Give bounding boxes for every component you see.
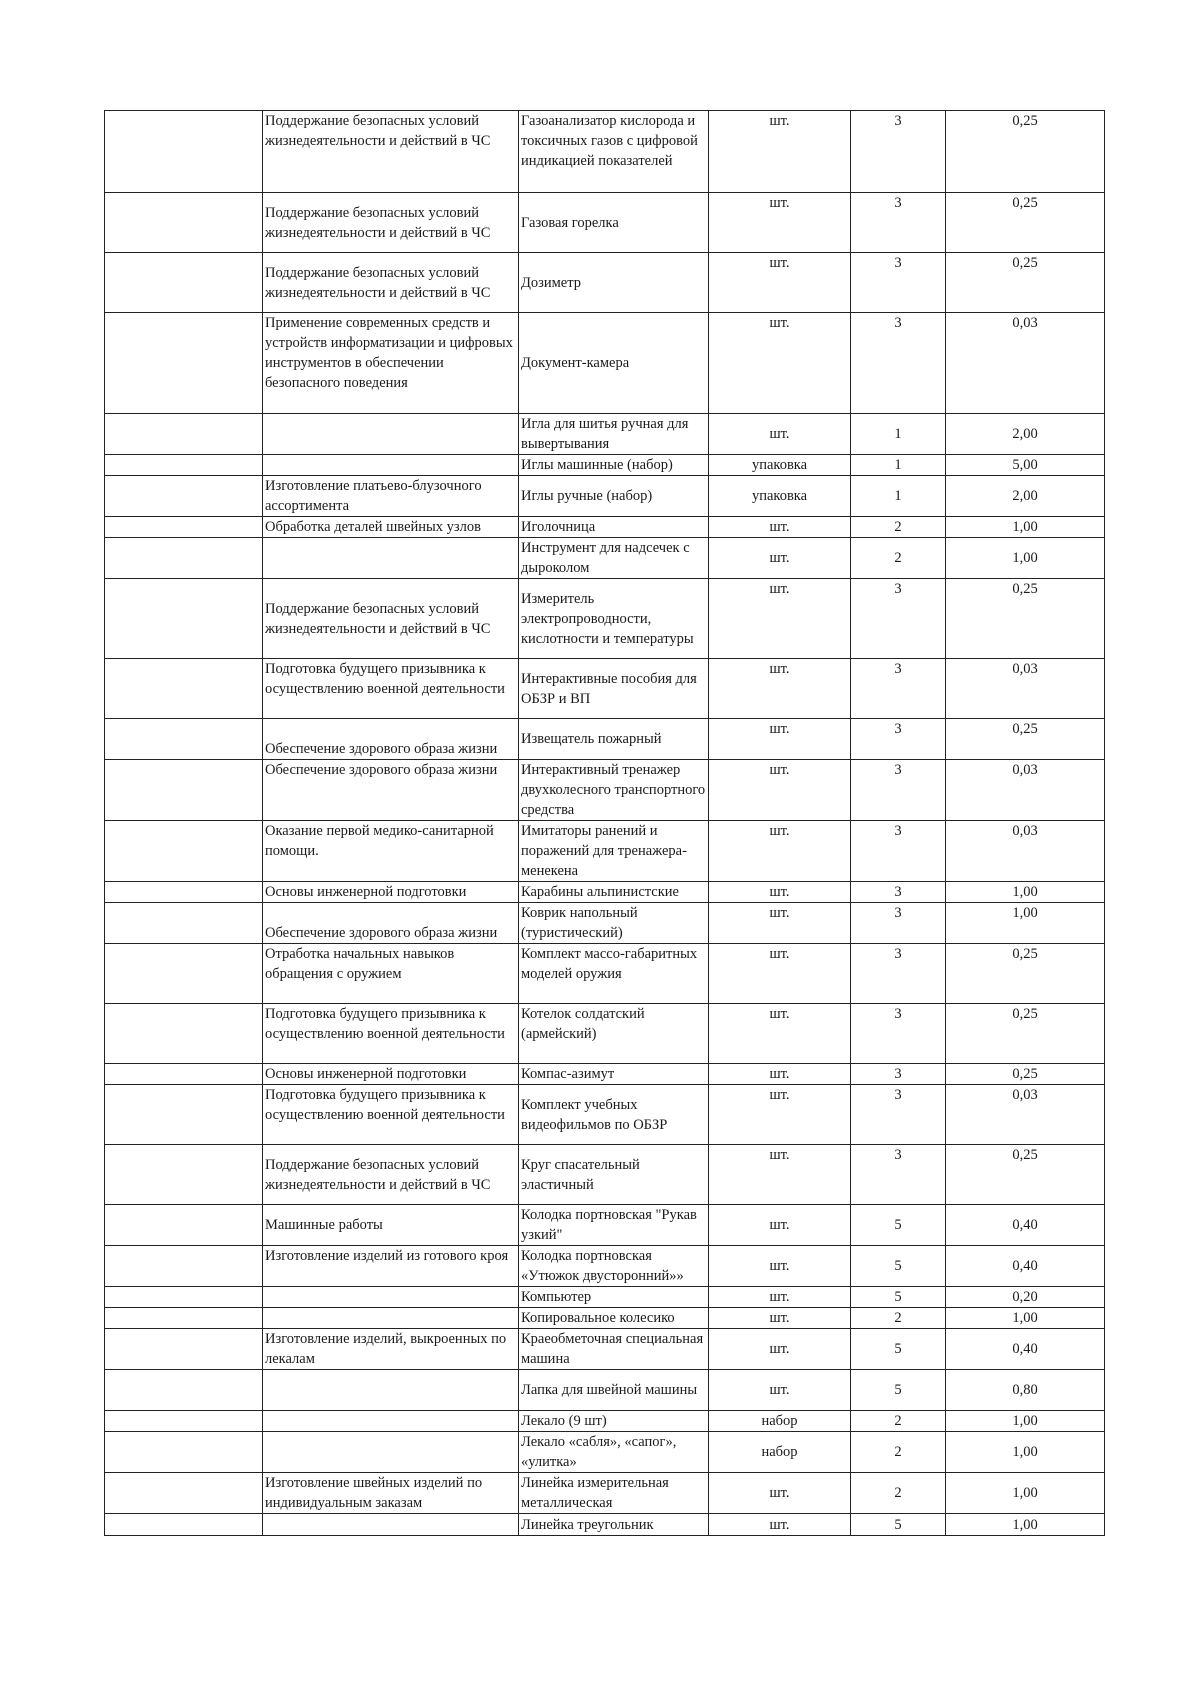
norm-cell: 1,00 xyxy=(946,517,1105,538)
table-row xyxy=(105,517,1105,538)
norm-cell: 0,25 xyxy=(946,1064,1105,1085)
row-number-cell xyxy=(105,1064,263,1085)
norm-cell: 1,00 xyxy=(946,538,1105,579)
unit-cell: шт. xyxy=(709,1085,851,1145)
item-name-cell: Измеритель электропроводности, кислотности и температуры xyxy=(519,579,709,659)
quantity-cell: 3 xyxy=(851,760,946,821)
unit-cell: шт. xyxy=(709,944,851,1004)
item-name-cell: Дозиметр xyxy=(519,253,709,313)
quantity-cell: 3 xyxy=(851,944,946,1004)
quantity-cell: 3 xyxy=(851,1004,946,1064)
item-name-cell: Инструмент для надсечек с дыроколом xyxy=(519,538,709,579)
norm-cell: 1,00 xyxy=(946,903,1105,944)
quantity-cell: 3 xyxy=(851,1085,946,1145)
item-name-cell: Линейка треугольник xyxy=(519,1514,709,1536)
unit-cell: шт. xyxy=(709,1064,851,1085)
section-cell xyxy=(263,1308,519,1329)
row-number-cell xyxy=(105,414,263,455)
table-row xyxy=(105,1246,1105,1287)
section-cell: Основы инженерной подготовки xyxy=(263,882,519,903)
unit-cell: шт. xyxy=(709,1205,851,1246)
table-row xyxy=(105,538,1105,579)
table-row xyxy=(105,944,1105,1004)
item-name-cell: Компьютер xyxy=(519,1287,709,1308)
unit-cell: шт. xyxy=(709,193,851,253)
section-cell: Применение современных средств и устройств информатизации и цифровых инструментов в обеспечении безопасного поведения xyxy=(263,313,519,414)
table-row xyxy=(105,1329,1105,1370)
section-cell: Поддержание безопасных условий жизнедеятельности и действий в ЧС xyxy=(263,1145,519,1205)
norm-cell: 0,25 xyxy=(946,1145,1105,1205)
quantity-cell: 3 xyxy=(851,193,946,253)
row-number-cell xyxy=(105,719,263,760)
quantity-cell: 5 xyxy=(851,1370,946,1411)
section-cell: Подготовка будущего призывника к осуществлению военной деятельности xyxy=(263,659,519,719)
row-number-cell xyxy=(105,253,263,313)
item-name-cell: Имитаторы ранений и поражений для тренажера-менекена xyxy=(519,821,709,882)
item-name-cell: Интерактивные пособия для ОБЗР и ВП xyxy=(519,659,709,719)
quantity-cell: 3 xyxy=(851,313,946,414)
quantity-cell: 5 xyxy=(851,1246,946,1287)
row-number-cell xyxy=(105,1370,263,1411)
norm-cell: 0,25 xyxy=(946,719,1105,760)
norm-cell: 0,40 xyxy=(946,1246,1105,1287)
norm-cell: 1,00 xyxy=(946,1411,1105,1432)
quantity-cell: 2 xyxy=(851,1308,946,1329)
row-number-cell xyxy=(105,313,263,414)
row-number-cell xyxy=(105,659,263,719)
unit-cell: набор xyxy=(709,1432,851,1473)
row-number-cell xyxy=(105,1287,263,1308)
row-number-cell xyxy=(105,111,263,193)
unit-cell: шт. xyxy=(709,414,851,455)
row-number-cell xyxy=(105,1085,263,1145)
table-row xyxy=(105,882,1105,903)
row-number-cell xyxy=(105,1411,263,1432)
norm-cell: 1,00 xyxy=(946,1308,1105,1329)
section-cell: Поддержание безопасных условий жизнедеятельности и действий в ЧС xyxy=(263,193,519,253)
row-number-cell xyxy=(105,455,263,476)
table-row xyxy=(105,193,1105,253)
unit-cell: шт. xyxy=(709,579,851,659)
norm-cell: 2,00 xyxy=(946,414,1105,455)
norm-cell: 0,40 xyxy=(946,1329,1105,1370)
norm-cell: 0,03 xyxy=(946,760,1105,821)
section-cell: Обеспечение здорового образа жизни xyxy=(263,719,519,760)
unit-cell: шт. xyxy=(709,659,851,719)
table-row xyxy=(105,455,1105,476)
section-cell: Машинные работы xyxy=(263,1205,519,1246)
norm-cell: 2,00 xyxy=(946,476,1105,517)
unit-cell: шт. xyxy=(709,1514,851,1536)
unit-cell: набор xyxy=(709,1411,851,1432)
item-name-cell: Коврик напольный (туристический) xyxy=(519,903,709,944)
quantity-cell: 5 xyxy=(851,1287,946,1308)
table-row xyxy=(105,1411,1105,1432)
section-cell xyxy=(263,1411,519,1432)
row-number-cell xyxy=(105,1205,263,1246)
unit-cell: шт. xyxy=(709,1370,851,1411)
item-name-cell: Колодка портновская "Рукав узкий" xyxy=(519,1205,709,1246)
quantity-cell: 3 xyxy=(851,821,946,882)
norm-cell: 1,00 xyxy=(946,882,1105,903)
row-number-cell xyxy=(105,1145,263,1205)
unit-cell: шт. xyxy=(709,1329,851,1370)
unit-cell: шт. xyxy=(709,821,851,882)
section-cell: Основы инженерной подготовки xyxy=(263,1064,519,1085)
quantity-cell: 1 xyxy=(851,455,946,476)
quantity-cell: 2 xyxy=(851,1473,946,1514)
table-row xyxy=(105,1287,1105,1308)
row-number-cell xyxy=(105,760,263,821)
item-name-cell: Иголочница xyxy=(519,517,709,538)
quantity-cell: 3 xyxy=(851,253,946,313)
unit-cell: шт. xyxy=(709,538,851,579)
norm-cell: 0,25 xyxy=(946,193,1105,253)
quantity-cell: 2 xyxy=(851,1432,946,1473)
section-cell: Подготовка будущего призывника к осуществлению военной деятельности xyxy=(263,1004,519,1064)
table-row xyxy=(105,659,1105,719)
norm-cell: 1,00 xyxy=(946,1473,1105,1514)
item-name-cell: Компас-азимут xyxy=(519,1064,709,1085)
quantity-cell: 3 xyxy=(851,579,946,659)
section-cell xyxy=(263,414,519,455)
row-number-cell xyxy=(105,821,263,882)
row-number-cell xyxy=(105,538,263,579)
quantity-cell: 3 xyxy=(851,903,946,944)
row-number-cell xyxy=(105,517,263,538)
quantity-cell: 3 xyxy=(851,719,946,760)
item-name-cell: Документ-камера xyxy=(519,313,709,414)
unit-cell: шт. xyxy=(709,1287,851,1308)
row-number-cell xyxy=(105,944,263,1004)
unit-cell: шт. xyxy=(709,882,851,903)
unit-cell: шт. xyxy=(709,1145,851,1205)
quantity-cell: 2 xyxy=(851,1411,946,1432)
item-name-cell: Комплект учебных видеофильмов по ОБЗР xyxy=(519,1085,709,1145)
section-cell: Оказание первой медико-санитарной помощи. xyxy=(263,821,519,882)
quantity-cell: 3 xyxy=(851,1064,946,1085)
row-number-cell xyxy=(105,476,263,517)
table-row xyxy=(105,719,1105,760)
quantity-cell: 3 xyxy=(851,111,946,193)
table-row xyxy=(105,579,1105,659)
item-name-cell: Круг спасательный эластичный xyxy=(519,1145,709,1205)
table-row xyxy=(105,1370,1105,1411)
section-cell xyxy=(263,1287,519,1308)
item-name-cell: Колодка портновская «Утюжок двусторонний»» xyxy=(519,1246,709,1287)
quantity-cell: 3 xyxy=(851,659,946,719)
item-name-cell: Котелок солдатский (армейский) xyxy=(519,1004,709,1064)
norm-cell: 0,03 xyxy=(946,1085,1105,1145)
table-row xyxy=(105,760,1105,821)
table-row xyxy=(105,1473,1105,1514)
item-name-cell: Извещатель пожарный xyxy=(519,719,709,760)
unit-cell: шт. xyxy=(709,719,851,760)
row-number-cell xyxy=(105,1308,263,1329)
table-row xyxy=(105,253,1105,313)
section-cell: Поддержание безопасных условий жизнедеятельности и действий в ЧС xyxy=(263,579,519,659)
item-name-cell: Лекало «сабля», «сапог», «улитка» xyxy=(519,1432,709,1473)
norm-cell: 1,00 xyxy=(946,1432,1105,1473)
item-name-cell: Иглы машинные (набор) xyxy=(519,455,709,476)
row-number-cell xyxy=(105,882,263,903)
norm-cell: 0,80 xyxy=(946,1370,1105,1411)
item-name-cell: Краеобметочная специальная машина xyxy=(519,1329,709,1370)
item-name-cell: Газоанализатор кислорода и токсичных газов с цифровой индикацией показателей xyxy=(519,111,709,193)
item-name-cell: Лекало (9 шт) xyxy=(519,1411,709,1432)
row-number-cell xyxy=(105,1246,263,1287)
unit-cell: шт. xyxy=(709,1308,851,1329)
norm-cell: 0,25 xyxy=(946,579,1105,659)
unit-cell: шт. xyxy=(709,1246,851,1287)
row-number-cell xyxy=(105,1432,263,1473)
norm-cell: 0,25 xyxy=(946,1004,1105,1064)
unit-cell: упаковка xyxy=(709,476,851,517)
row-number-cell xyxy=(105,1514,263,1536)
norm-cell: 0,25 xyxy=(946,253,1105,313)
norm-cell: 0,03 xyxy=(946,659,1105,719)
row-number-cell xyxy=(105,903,263,944)
section-cell: Обработка деталей швейных узлов xyxy=(263,517,519,538)
row-number-cell xyxy=(105,579,263,659)
equipment-table-body xyxy=(105,111,1105,1536)
item-name-cell: Комплект массо-габаритных моделей оружия xyxy=(519,944,709,1004)
section-cell: Поддержание безопасных условий жизнедеятельности и действий в ЧС xyxy=(263,111,519,193)
section-cell xyxy=(263,455,519,476)
quantity-cell: 5 xyxy=(851,1205,946,1246)
section-cell: Отработка начальных навыков обращения с оружием xyxy=(263,944,519,1004)
item-name-cell: Игла для шитья ручная для вывертывания xyxy=(519,414,709,455)
table-row xyxy=(105,1432,1105,1473)
norm-cell: 0,03 xyxy=(946,821,1105,882)
section-cell: Подготовка будущего призывника к осуществлению военной деятельности xyxy=(263,1085,519,1145)
table-row xyxy=(105,821,1105,882)
item-name-cell: Копировальное колесико xyxy=(519,1308,709,1329)
norm-cell: 0,03 xyxy=(946,313,1105,414)
norm-cell: 0,20 xyxy=(946,1287,1105,1308)
item-name-cell: Карабины альпинистские xyxy=(519,882,709,903)
table-row xyxy=(105,414,1105,455)
quantity-cell: 5 xyxy=(851,1514,946,1536)
section-cell xyxy=(263,538,519,579)
table-row xyxy=(105,1064,1105,1085)
unit-cell: шт. xyxy=(709,313,851,414)
quantity-cell: 3 xyxy=(851,1145,946,1205)
norm-cell: 1,00 xyxy=(946,1514,1105,1536)
norm-cell: 0,40 xyxy=(946,1205,1105,1246)
table-row xyxy=(105,313,1105,414)
table-row xyxy=(105,1145,1105,1205)
unit-cell: шт. xyxy=(709,517,851,538)
quantity-cell: 5 xyxy=(851,1329,946,1370)
row-number-cell xyxy=(105,193,263,253)
section-cell: Изготовление платьево-блузочного ассортимента xyxy=(263,476,519,517)
section-cell xyxy=(263,1514,519,1536)
row-number-cell xyxy=(105,1004,263,1064)
quantity-cell: 1 xyxy=(851,414,946,455)
item-name-cell: Линейка измерительная металлическая xyxy=(519,1473,709,1514)
table-row xyxy=(105,1205,1105,1246)
unit-cell: шт. xyxy=(709,1004,851,1064)
row-number-cell xyxy=(105,1329,263,1370)
unit-cell: шт. xyxy=(709,253,851,313)
unit-cell: шт. xyxy=(709,1473,851,1514)
table-row xyxy=(105,1514,1105,1536)
table-row xyxy=(105,111,1105,193)
unit-cell: упаковка xyxy=(709,455,851,476)
section-cell xyxy=(263,1370,519,1411)
section-cell: Обеспечение здорового образа жизни xyxy=(263,760,519,821)
quantity-cell: 2 xyxy=(851,517,946,538)
table-row xyxy=(105,1004,1105,1064)
item-name-cell: Газовая горелка xyxy=(519,193,709,253)
item-name-cell: Интерактивный тренажер двухколесного транспортного средства xyxy=(519,760,709,821)
quantity-cell: 2 xyxy=(851,538,946,579)
equipment-table xyxy=(104,110,1105,1536)
norm-cell: 0,25 xyxy=(946,944,1105,1004)
table-row xyxy=(105,476,1105,517)
unit-cell: шт. xyxy=(709,111,851,193)
item-name-cell: Лапка для швейной машины xyxy=(519,1370,709,1411)
table-row xyxy=(105,903,1105,944)
unit-cell: шт. xyxy=(709,760,851,821)
row-number-cell xyxy=(105,1473,263,1514)
quantity-cell: 1 xyxy=(851,476,946,517)
quantity-cell: 3 xyxy=(851,882,946,903)
norm-cell: 0,25 xyxy=(946,111,1105,193)
item-name-cell: Иглы ручные (набор) xyxy=(519,476,709,517)
table-row xyxy=(105,1308,1105,1329)
section-cell: Поддержание безопасных условий жизнедеятельности и действий в ЧС xyxy=(263,253,519,313)
section-cell: Обеспечение здорового образа жизни xyxy=(263,903,519,944)
unit-cell: шт. xyxy=(709,903,851,944)
section-cell: Изготовление изделий, выкроенных по лекалам xyxy=(263,1329,519,1370)
norm-cell: 5,00 xyxy=(946,455,1105,476)
section-cell: Изготовление изделий из готового кроя xyxy=(263,1246,519,1287)
table-row xyxy=(105,1085,1105,1145)
section-cell xyxy=(263,1432,519,1473)
section-cell: Изготовление швейных изделий по индивидуальным заказам xyxy=(263,1473,519,1514)
